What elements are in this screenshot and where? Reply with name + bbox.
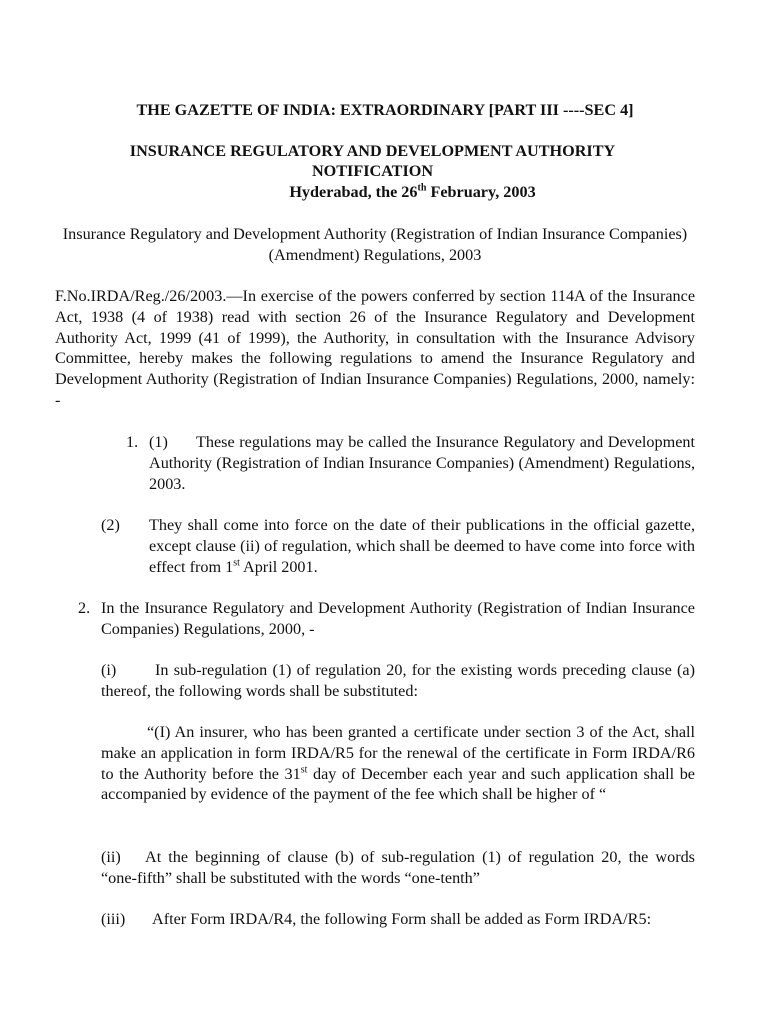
- dateline: Hyderabad, the 26th February, 2003: [289, 182, 536, 201]
- item2-text: In the Insurance Regulatory and Development Authority (Registration of Indian Insurance Companies) Regulations, 2000, -: [101, 599, 695, 638]
- gazette-header: THE GAZETTE OF INDIA: EXTRAORDINARY [PART III ----SEC 4]: [136, 101, 634, 119]
- clause-i-text: In sub-regulation (1) of regulation 20, for the existing words preceding clause (a) thereof, the following words shall be substituted:: [101, 661, 695, 700]
- item-number-1: 1.: [126, 433, 139, 451]
- clause-ii-marker: (ii): [101, 848, 121, 866]
- clause-iii-text: After Form IRDA/R4, the following Form shall be added as Form IRDA/R5:: [152, 910, 652, 928]
- clause-iii-marker: (iii): [101, 910, 126, 928]
- substituted-quote: “(I) An insurer, who has been granted a certificate under section 3 of the Act, shall make an application in form IRDA/R5 for the renewal of the certificate in Form IRDA/R6 to the Authority before the 31st day of December each year and such application shall be accompanied by evidence of the payment of the fee which shall be higher of “: [101, 723, 695, 804]
- preamble-paragraph: F.No.IRDA/Reg./26/2003.—In exercise of the powers conferred by section 114A of the Insurance Act, 1938 (4 of 1938) read with section 26 of the Insurance Regulatory and Development Authority Act, 1999 (41 of 1999), the Authority, in consultation with the Insurance Advisory Committee, hereby makes the following regulations to amend the Insurance Regulatory and Development Authority (Registration of Indian Insurance Companies) Regulations, 2000, namely: -: [55, 287, 695, 409]
- regulation-title: Insurance Regulatory and Development Authority (Registration of Indian Insurance Companies) (Amendment) Regulations, 2003: [62, 225, 688, 264]
- clause-i-marker: (i): [101, 661, 117, 679]
- item1-sub1-marker: (1): [149, 433, 168, 451]
- clause-ii-text: At the beginning of clause (b) of sub-regulation (1) of regulation 20, the words “one-fifth” shall be substituted with the words “one-tenth”: [101, 848, 695, 887]
- item1-sub1-text: These regulations may be called the Insurance Regulatory and Development Authority (Registration of Indian Insurance Companies) (Amendment) Regulations, 2003.: [149, 433, 695, 493]
- notification-heading: NOTIFICATION: [311, 162, 434, 180]
- item1-sub2-marker: (2): [101, 516, 120, 534]
- authority-heading: INSURANCE REGULATORY AND DEVELOPMENT AUTHORITY: [129, 142, 616, 160]
- item1-sub2-text: They shall come into force on the date of their publications in the official gazette, except clause (ii) of regulation, which shall be deemed to have come into force with effect from 1st April 2001.: [149, 516, 695, 576]
- item-number-2: 2.: [78, 599, 91, 617]
